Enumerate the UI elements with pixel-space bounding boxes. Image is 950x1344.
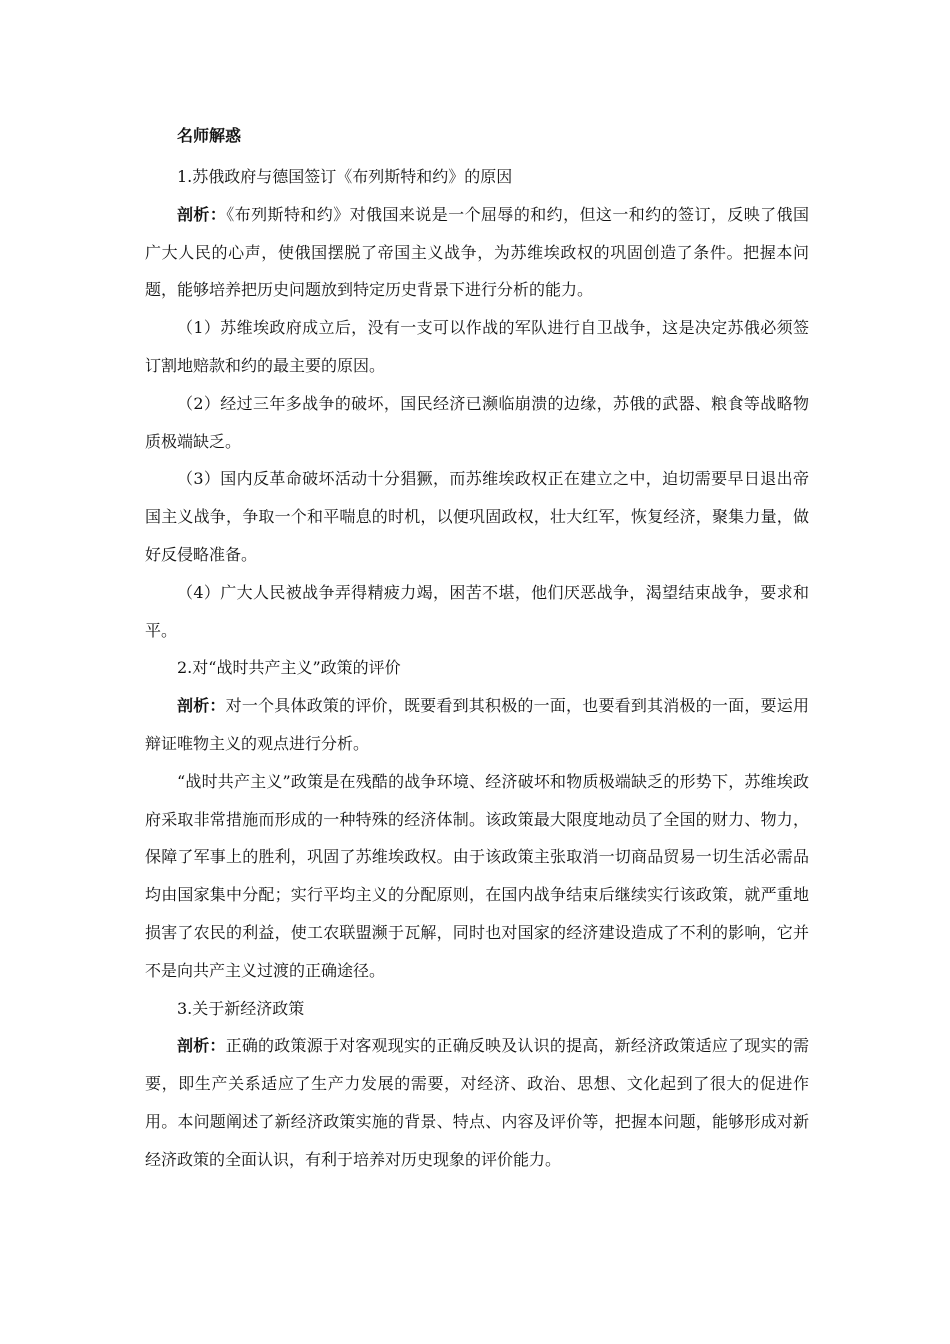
question-title-1: 1.苏俄政府与德国签订《布列斯特和约》的原因 <box>177 167 513 186</box>
analysis-paragraph-3 <box>145 1027 809 1178</box>
body-paragraph-2: “战时共产主义”政策是在残酷的战争环境、经济破坏和物质极端缺乏的形势下，苏维埃政府采取非常措施而形成的一种特殊的经济体制。该政策最大限度地动员了全国的财力、物力，保障了军事上的胜利，巩固了苏维埃政权。由于该政策主张取消一切商品贸易一切生活必需品均由国家集中分配；实行平均主义的分配原则，在国内战争结束后继续实行该政策，就严重地损害了农民的利益，使工农联盟濒于瓦解，同时也对国家的经济建设造成了不利的影响，它并不是向共产主义过渡的正确途径。 <box>145 771 809 980</box>
section-heading: 名师解惑 <box>177 126 242 145</box>
analysis-text: 正确的政策源于对客观现实的正确反映及认识的提高，新经济政策适应了现实的需要，即生产关系适应了生产力发展的需要，对经济、政治、思想、文化起到了很大的促进作用。本问题阐述了新经济政策实施的背景、特点、内容及评价等，把握本问题，能够形成对新经济政策的全面认识，有利于培养对历史现象的评价能力。 <box>145 1036 809 1169</box>
reason-point-1: （1）苏维埃政府成立后，没有一支可以作战的军队进行自卫战争，这是决定苏俄必须签订割地赔款和约的最主要的原因。 <box>145 318 809 375</box>
analysis-text: 对一个具体政策的评价，既要看到其积极的一面，也要看到其消极的一面，要运用辩证唯物主义的观点进行分析。 <box>145 696 809 753</box>
analysis-label: 剖析： <box>177 696 226 716</box>
document-page <box>145 122 809 1179</box>
reason-point-3: （3）国内反革命破坏活动十分猖獗，而苏维埃政权正在建立之中，迫切需要早日退出帝国主义战争，争取一个和平喘息的时机，以便巩固政权，壮大红军，恢复经济，聚集力量，做好反侵略准备。 <box>145 469 809 564</box>
analysis-paragraph-2 <box>145 687 809 763</box>
analysis-label: 剖析： <box>177 204 227 224</box>
analysis-paragraph-1 <box>145 196 809 309</box>
analysis-label: 剖析： <box>177 1036 226 1056</box>
question-title-3: 3.关于新经济政策 <box>177 998 305 1018</box>
question-title-2: 2.对“战时共产主义”政策的评价 <box>177 658 401 678</box>
reason-point-2: （2）经过三年多战争的破坏，国民经济已濒临崩溃的边缘，苏俄的武器、粮食等战略物质极端缺乏。 <box>145 393 809 451</box>
reason-point-4: （4）广大人民被战争弄得精疲力竭，困苦不堪，他们厌恶战争，渴望结束战争，要求和平。 <box>145 582 809 640</box>
analysis-text: 《布列斯特和约》对俄国来说是一个屈辱的和约，但这一和约的签订，反映了俄国广大人民的心声，使俄国摆脱了帝国主义战争，为苏维埃政权的巩固创造了条件。把握本问题，能够培养把历史问题放到特定历史背景下进行分析的能力。 <box>145 204 809 300</box>
